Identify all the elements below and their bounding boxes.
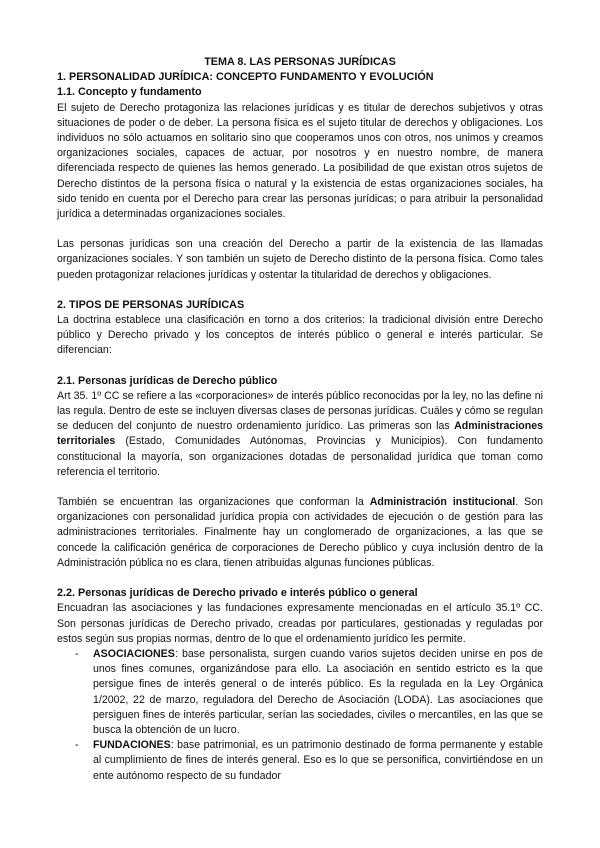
dash-bullet: -: [75, 647, 79, 660]
list-item: [57, 647, 543, 738]
list-item-term: FUNDACIONES: [93, 739, 171, 752]
section-1-1-paragraph-2: Las personas jurídicas son una creación del Derecho a partir de la existencia de las llamadas organizaciones sociales. Y son también un sujeto de Derecho distinto de la persona física. Como tales pueden protagonizar relaciones jurídicas y ostentar la titularidad de derechos y obligaciones.: [57, 238, 543, 281]
section-2-1-paragraph-2-part-b: . Son organizaciones con personalidad jurídica propia con actividades de ejecución o de gestión para las administraciones territoriales. Finalmente hay un conglomerado de organizaciones, a las que se concede la calificación genérica de corporaciones de Derecho público y cuya inclusión dentro de la Administración pública no es clara, tienen atribuidas algunas funciones públicas.: [57, 496, 543, 569]
legal-entities-list: [57, 647, 543, 784]
dash-bullet: -: [75, 739, 79, 752]
list-item-text: : base personalista, surgen cuando varios sujetos deciden unirse en pos de unos fines comunes, organizándose para ello. La asociación en sentido estricto es la que persigue fines de interés general o de interés público. Es la regulada en la Ley Orgánica 1/2002, 22 de marzo, reguladora del Derecho de Asociación (LODA). Las asociaciones que persiguen fines de interés particular, serían las sociedades, civiles o mercantiles, en las que se busca la obtención de un lucro.: [93, 647, 543, 736]
section-2-2-paragraph-1: Encuadran las asociaciones y las fundaciones expresamente mencionadas en el artículo 35.1º CC. Son personas jurídicas de Derecho privado, creadas por particulares, gestionadas y reguladas por estos según sus propias normas, dentro de lo que el ordenamiento jurídico les permite.: [57, 602, 543, 645]
section-2-1-paragraph-2: [57, 495, 543, 571]
section-2-paragraph-1: La doctrina establece una clasificación en torno a dos criterios: la tradicional división entre Derecho público y Derecho privado y los conceptos de interés público o general e interés particular. Se diferencian:: [57, 314, 543, 357]
section-2-1-paragraph-1-part-a: Art 35. 1º CC se refiere a las «corporaciones» de interés público reconocidas por la ley, no las define ni las regula. Dentro de este se incluyen diversas clases de personas jurídicas. Cuáles y cómo se regulan se deducen del conjunto de nuestro ordenamiento jurídico. Las primeras son las: [57, 389, 543, 433]
document-title: TEMA 8. LAS PERSONAS JURÍDICAS: [204, 56, 396, 68]
administracion-institucional-term: Administración institucional: [369, 496, 516, 509]
section-2-heading: 2. TIPOS DE PERSONAS JURÍDICAS: [57, 298, 245, 311]
section-1-1-heading: 1.1. Concepto y fundamento: [57, 86, 202, 99]
section-2-1-paragraph-2-part-a: También se encuentran las organizaciones que conforman la: [57, 496, 370, 509]
list-item-text: : base patrimonial, es un patrimonio destinado de forma permanente y estable al cumplimiento de fines de interés general. Eso es lo que se personifica, convirtiéndose en un ente autónomo respecto de su fundador: [93, 739, 543, 782]
document-page: [57, 55, 543, 784]
section-2-1-paragraph-1: [57, 389, 543, 480]
section-2-1-paragraph-1-part-b: (Estado, Comunidades Autónomas, Provincias y Municipios). Con fundamento constitucional la mayoría, son organizaciones dotadas de personalidad jurídica que toman como referencia el territorio.: [57, 435, 543, 478]
section-1-heading: 1. PERSONALIDAD JURÍDICA: CONCEPTO FUNDAMENTO Y EVOLUCIÓN: [57, 71, 434, 84]
section-1-1-paragraph-1: El sujeto de Derecho protagoniza las relaciones jurídicas y es titular de derechos subjetivos y otras situaciones de poder o de deber. La persona física es el sujeto titular de derechos y obligaciones. Los individuos no sólo actuamos en solitario sino que cooperamos unos con otros, nos unimos y creamos organizaciones sociales, capaces de actuar, por nosotros y en nuestro nombre, de manera diferenciada respecto de quienes las hemos generado. La posibilidad de que existan otros sujetos de Derecho distintos de la persona física o natural y la existencia de estas organizaciones sociales, ha sido tenido en cuenta por el Derecho para crear las personas jurídicas; o para atribuir la personalidad jurídica a determinadas organizaciones sociales.: [57, 101, 543, 221]
list-item: [57, 738, 543, 784]
section-2-2-heading: 2.2. Personas jurídicas de Derecho privado e interés público o general: [57, 587, 418, 600]
section-2-1-heading: 2.1. Personas jurídicas de Derecho público: [57, 374, 278, 387]
list-item-term: ASOCIACIONES: [93, 647, 175, 660]
administraciones-territoriales-term: Administraciones territoriales: [57, 420, 543, 448]
